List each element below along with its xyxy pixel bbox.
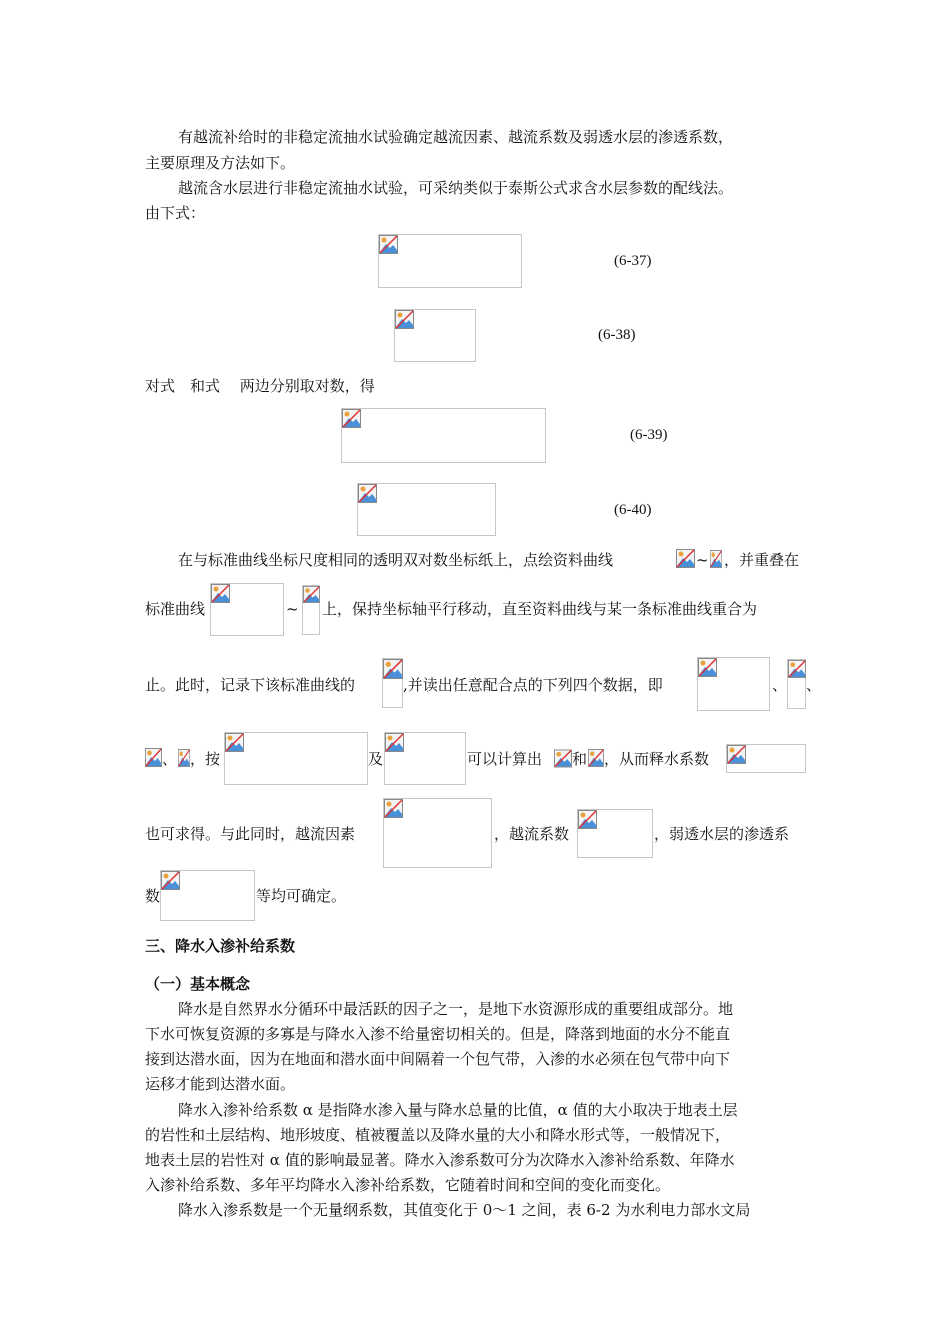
section-paragraph-2-line-2: 的岩性和土层结构、地形坡度、植被覆盖以及降水量的大小和降水形式等，一般情况下，	[145, 1126, 731, 1144]
equation-number-6-38: (6-38)	[598, 327, 636, 343]
section-paragraph-1-line-4: 运移才能到达潜水面。	[145, 1075, 296, 1093]
broken-image-icon	[710, 550, 722, 568]
paragraph-2-line-2: 由下式：	[145, 204, 206, 222]
paragraph-4-text-f: ,并读出任意配合点的下列四个数据，即	[403, 676, 663, 694]
broken-image-icon	[145, 748, 162, 767]
broken-image-icon	[395, 310, 414, 329]
broken-image-icon	[578, 810, 597, 829]
list-separator: 、	[806, 676, 822, 694]
section-paragraph-2-line-1: 降水入渗补给系数 α 是指降水渗入量与降水总量的比值，α 值的大小取决于地表土层	[178, 1101, 738, 1119]
paragraph-4-text-m: ，越流系数	[494, 825, 570, 843]
section-paragraph-2-line-4: 入渗补给系数、多年平均降水入渗补给系数，它随着时间和空间的变化而变化。	[145, 1176, 671, 1194]
section-paragraph-2-line-3: 地表土层的岩性对 α 值的影响最显著。降水入渗系数可分为次降水入渗补给系数、年降水	[145, 1151, 735, 1169]
broken-image-icon	[342, 409, 361, 428]
paragraph-2-line-1: 越流含水层进行非稳定流抽水试验，可采纳类似于泰斯公式求含水层参数的配线法。	[178, 179, 734, 197]
section-heading: 三、降水入渗补给系数	[145, 937, 296, 955]
paragraph-4-text-h: 及	[368, 750, 384, 768]
subsection-heading: （一）基本概念	[145, 975, 251, 993]
inline-formula-image	[382, 658, 403, 708]
paragraph-4-text-c: 标准曲线	[145, 600, 206, 618]
broken-image-icon	[698, 658, 717, 677]
paragraph-4-text-b: ，并重叠在	[724, 551, 800, 569]
equation-number-6-39: (6-39)	[630, 427, 668, 443]
inline-formula-image	[554, 749, 572, 768]
section-paragraph-1-line-3: 接到达潜水面，因为在地面和潜水面中间隔着一个包气带，入渗的水必须在包气带中向下	[145, 1050, 731, 1068]
paragraph-1-line-1: 有越流补给时的非稳定流抽水试验确定越流因素、越流系数及弱透水层的渗透系数，	[178, 128, 734, 146]
paragraph-4-text-a: 在与标准曲线坐标尺度相同的透明双对数坐标纸上，点绘资料曲线	[178, 551, 614, 569]
broken-image-icon	[379, 235, 398, 254]
paragraph-4-text-l: 也可求得。与此同时，越流因素	[145, 825, 356, 843]
broken-image-icon	[161, 871, 180, 890]
broken-image-icon	[383, 659, 403, 679]
inline-formula-image	[210, 583, 284, 636]
inline-formula-image	[676, 549, 695, 569]
inline-formula-image	[384, 732, 466, 785]
equation-image-6-38	[394, 309, 476, 362]
inline-formula-image	[588, 749, 604, 768]
paragraph-4-text-p: 等均可确定。	[256, 887, 347, 905]
inline-formula-image	[302, 585, 320, 635]
equation-number-6-40: (6-40)	[614, 502, 652, 518]
equation-image-6-40	[357, 483, 496, 536]
paragraph-1-line-2: 主要原理及方法如下。	[145, 154, 296, 172]
paragraph-4-text-e: 止。此时，记录下该标准曲线的	[145, 676, 356, 694]
broken-image-icon	[384, 799, 403, 818]
equation-number-6-37: (6-37)	[614, 253, 652, 269]
equation-image-6-39	[341, 408, 546, 463]
broken-image-icon	[727, 745, 746, 764]
inline-formula-image	[383, 798, 492, 868]
section-paragraph-3-line-1: 降水入渗系数是一个无量纲系数，其值变化于 0～1 之间，表 6-2 为水利电力部水文局	[178, 1201, 751, 1219]
paragraph-4-text-i: 可以计算出	[467, 750, 543, 768]
section-paragraph-1-line-2: 下水可恢复资源的多寡是与降水入渗不给量密切相关的。但是，降落到地面的水分不能直	[145, 1025, 731, 1043]
paragraph-4-text-g: ，按	[190, 750, 221, 768]
paragraph-4-text-n: ，弱透水层的渗透系	[654, 825, 790, 843]
inline-formula-image	[178, 749, 190, 767]
broken-image-icon	[676, 549, 695, 568]
broken-image-icon	[588, 749, 604, 767]
inline-formula-image	[726, 744, 806, 773]
inline-formula-image	[787, 659, 806, 709]
tilde-separator: ~	[696, 551, 709, 569]
equation-image-6-37	[378, 234, 522, 288]
tilde-separator: ~	[286, 600, 299, 618]
list-separator: 、	[162, 750, 178, 768]
broken-image-icon	[788, 660, 806, 678]
paragraph-4-text-j: 和	[572, 750, 588, 768]
inline-formula-image	[710, 550, 722, 568]
inline-formula-image	[160, 870, 255, 921]
broken-image-icon	[211, 584, 230, 603]
inline-formula-image	[577, 809, 653, 858]
section-paragraph-1-line-1: 降水是自然界水分循环中最活跃的因子之一，是地下水资源形成的重要组成部分。地	[178, 1000, 734, 1018]
broken-image-icon	[385, 733, 404, 752]
broken-image-icon	[225, 733, 244, 752]
inline-formula-image	[697, 657, 770, 711]
broken-image-icon	[178, 749, 190, 767]
paragraph-4-text-d: 上，保持坐标轴平行移动，直至资料曲线与某一条标准曲线重合为	[322, 600, 758, 618]
paragraph-4-text-k: ，从而释水系数	[604, 750, 710, 768]
inline-formula-image	[145, 748, 162, 768]
inline-formula-image	[224, 732, 368, 785]
list-separator: 、	[772, 676, 788, 694]
broken-image-icon	[358, 484, 377, 503]
broken-image-icon	[554, 749, 572, 768]
broken-image-icon	[303, 586, 320, 603]
paragraph-4-text-o: 数	[145, 887, 161, 905]
paragraph-3: 对式 和式 两边分别取对数，得	[145, 377, 375, 395]
